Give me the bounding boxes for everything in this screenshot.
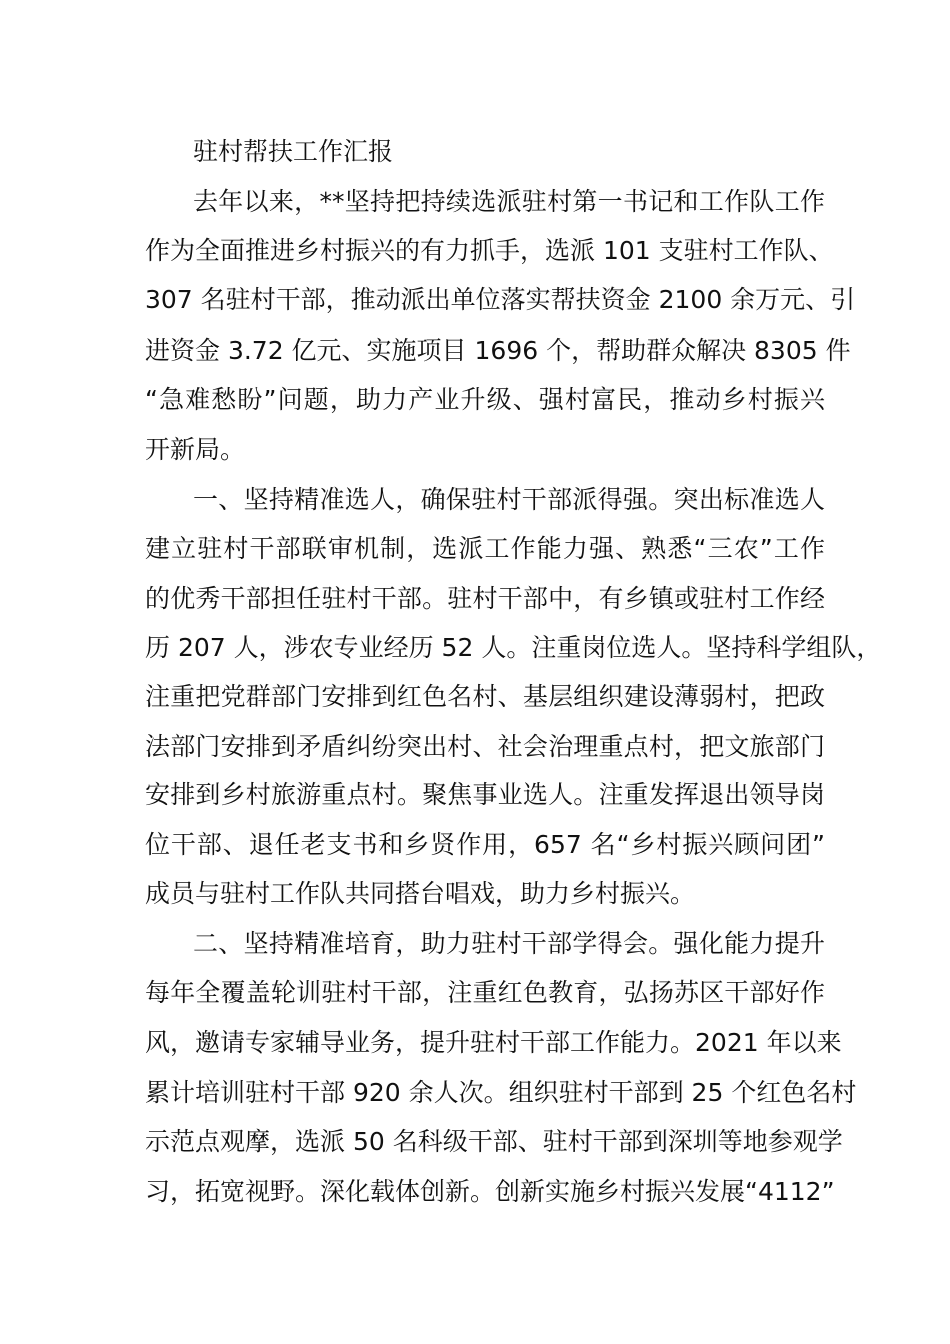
paragraph-1-line-5: “急难愁盼”问题，助力产业升级、强村富民，推动乡村振兴 (145, 385, 825, 414)
paragraph-3-line-2: 每年全覆盖轮训驻村干部，注重红色教育，弘扬苏区干部好作 (145, 978, 825, 1007)
paragraph-3-line-5: 示范点观摩，选派 50 名科级干部、驻村干部到深圳等地参观学 (145, 1127, 843, 1156)
paragraph-1-line-6: 开新局。 (145, 435, 246, 464)
paragraph-2-line-5: 注重把党群部门安排到红色名村、基层组织建设薄弱村，把政 (145, 682, 825, 711)
paragraph-1-line-1: 去年以来，**坚持把持续选派驻村第一书记和工作队工作 (193, 187, 825, 216)
document-title: 驻村帮扶工作汇报 (193, 137, 394, 166)
paragraph-3-line-3: 风，邀请专家辅导业务，提升驻村干部工作能力。2021 年以来 (145, 1028, 842, 1057)
paragraph-3-line-6: 习，拓宽视野。深化载体创新。创新实施乡村振兴发展“4112” (145, 1177, 835, 1206)
paragraph-3-line-1: 二、坚持精准培育，助力驻村干部学得会。强化能力提升 (193, 929, 825, 958)
paragraph-2-line-2: 建立驻村干部联审机制，选派工作能力强、熟悉“三农”工作 (145, 534, 825, 563)
paragraph-3-line-4: 累计培训驻村干部 920 余人次。组织驻村干部到 25 个红色名村 (145, 1078, 857, 1107)
paragraph-1-line-4: 进资金 3.72 亿元、实施项目 1696 个，帮助群众解决 8305 件 (145, 336, 851, 365)
paragraph-2-line-4: 历 207 人，涉农专业经历 52 人。注重岗位选人。坚持科学组队， (145, 633, 882, 662)
paragraph-1-line-3: 307 名驻村干部，推动派出单位落实帮扶资金 2100 余万元、引 (145, 285, 856, 314)
paragraph-2-line-1: 一、坚持精准选人，确保驻村干部派得强。突出标准选人 (193, 485, 825, 514)
paragraph-2-line-7: 安排到乡村旅游重点村。聚焦事业选人。注重发挥退出领导岗 (145, 780, 825, 809)
paragraph-1-line-2: 作为全面推进乡村振兴的有力抓手，选派 101 支驻村工作队、 (145, 236, 834, 265)
paragraph-2-line-8: 位干部、退任老支书和乡贤作用，657 名“乡村振兴顾问团” (145, 830, 825, 859)
paragraph-2-line-6: 法部门安排到矛盾纠纷突出村、社会治理重点村，把文旅部门 (145, 732, 825, 761)
paragraph-2-line-9: 成员与驻村工作队共同搭台唱戏，助力乡村振兴。 (145, 879, 696, 908)
paragraph-2-line-3: 的优秀干部担任驻村干部。驻村干部中，有乡镇或驻村工作经 (145, 584, 825, 613)
